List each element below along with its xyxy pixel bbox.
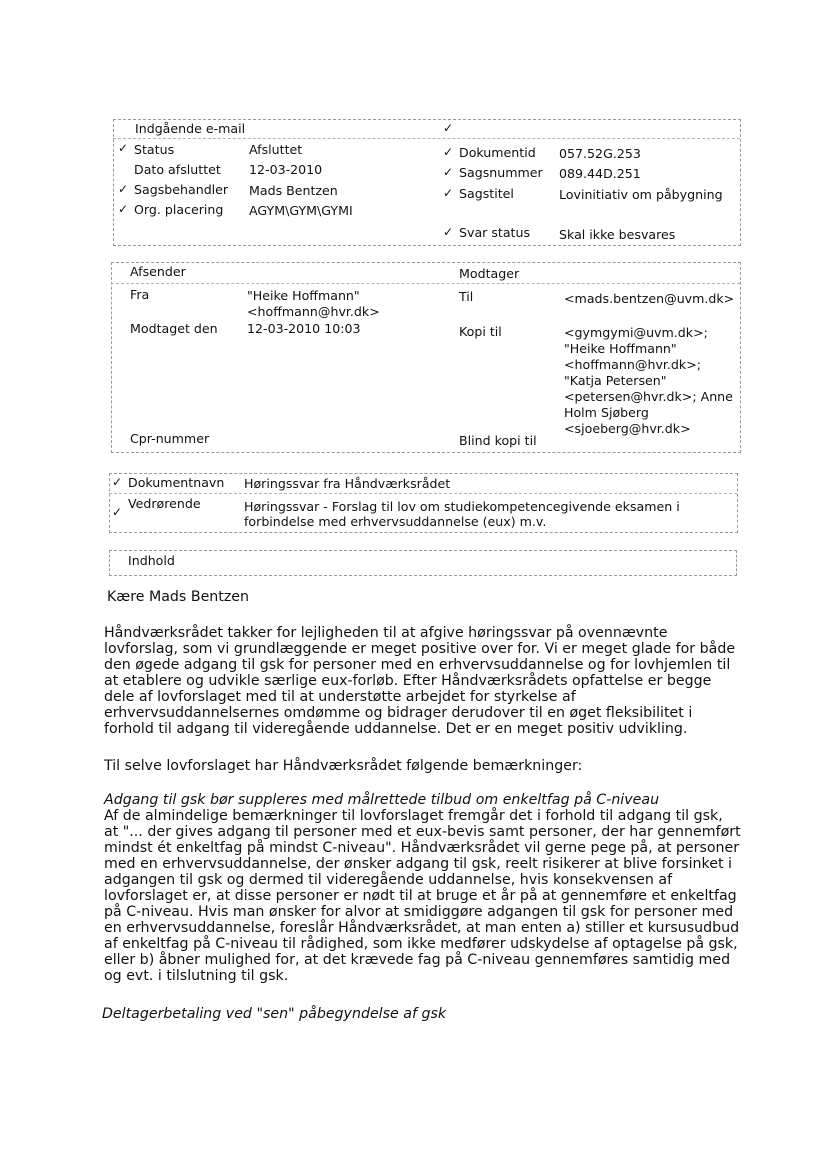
- paragraph-line: Håndværksrådet takker for lejligheden til at afgive høringssvar på ovennævnte: [104, 625, 668, 641]
- paragraph-line: dele af lovforslaget med til at understøtte arbejdet for styrkelse af: [104, 689, 576, 705]
- check-icon: ✓: [112, 475, 123, 489]
- document-id-label: Dokumentid: [459, 145, 536, 160]
- to-label: Til: [459, 289, 474, 304]
- check-icon: ✓: [118, 182, 129, 196]
- case-number-value: 089.44D.251: [559, 166, 641, 181]
- sender-title: Afsender: [130, 264, 186, 279]
- check-icon: ✓: [112, 505, 123, 519]
- cc-line: "Heike Hoffmann": [564, 341, 677, 356]
- cc-line: <gymgymi@uvm.dk>;: [564, 325, 708, 340]
- metadata-header-divider: [113, 138, 740, 139]
- check-icon: ✓: [118, 202, 129, 216]
- check-icon: ✓: [443, 225, 454, 239]
- content-box: [109, 550, 737, 576]
- status-label: Status: [134, 142, 175, 157]
- reply-status-value: Skal ikke besvares: [559, 227, 676, 242]
- cc-line: "Katja Petersen": [564, 373, 667, 388]
- paragraph-line: lovforslag, som vi grundlæggende er meget positive over for. Vi er meget glade for både: [104, 641, 736, 657]
- paragraph-line: og evt. i tilslutning til gsk.: [104, 968, 289, 984]
- paragraph-line: at etablere og udvikle særlige eux-forløb. Efter Håndværksrådets opfattelse er begge: [104, 673, 712, 689]
- cpr-label: Cpr-nummer: [130, 431, 210, 446]
- document-name-value: Høringssvar fra Håndværksrådet: [244, 476, 451, 491]
- parties-header-divider: [111, 283, 740, 284]
- section-heading: Deltagerbetaling ved "sen" påbegyndelse af gsk: [102, 1006, 447, 1022]
- org-placement-label: Org. placering: [134, 202, 224, 217]
- case-title-label: Sagstitel: [459, 186, 514, 201]
- receiver-title: Modtager: [459, 266, 520, 281]
- check-icon: ✓: [443, 145, 454, 159]
- paragraph-line: mindst ét enkeltfag på mindst C-niveau". Håndværksrådet vil gerne pege på, at personer: [104, 840, 740, 856]
- paragraph-line: på C-niveau. Hvis man ønsker for alvor at smidiggøre adgangen til gsk for personer med: [104, 904, 734, 920]
- received-value: 12-03-2010 10:03: [247, 321, 361, 336]
- paragraph-line: forhold til adgang til videregående uddannelse. Det er en meget positiv udvikling.: [104, 721, 688, 737]
- reply-status-label: Svar status: [459, 225, 531, 240]
- case-handler-label: Sagsbehandler: [134, 182, 229, 197]
- metadata-title: Indgående e-mail: [135, 121, 246, 136]
- section-heading: Adgang til gsk bør suppleres med målrettede tilbud om enkeltfag på C-niveau: [104, 792, 660, 808]
- date-closed-label: Dato afsluttet: [134, 162, 221, 177]
- paragraph-line: Af de almindelige bemærkninger til lovforslaget fremgår det i forhold til adgang til gsk,: [104, 808, 723, 824]
- paragraph-line: at "... der gives adgang til personer med et eux-bevis samt personer, der har gennemført: [104, 824, 741, 840]
- check-icon: ✓: [443, 121, 454, 135]
- document-name-label: Dokumentnavn: [128, 475, 225, 490]
- case-number-label: Sagsnummer: [459, 165, 543, 180]
- paragraph-line: adgangen til gsk og dermed til videregående uddannelse, hvis konsekvensen af: [104, 872, 673, 888]
- regarding-line: forbindelse med erhvervsuddannelse (eux) m.v.: [244, 514, 547, 529]
- paragraph-line: erhvervsuddannelsernes omdømme og bidrager derudover til en øget fleksibilitet i: [104, 705, 693, 721]
- paragraph-line: lovforslaget er, at disse personer er nødt til at bruge et år på at gennemføre et enkeltfag: [104, 888, 737, 904]
- check-icon: ✓: [118, 141, 129, 155]
- to-value: <mads.bentzen@uvm.dk>: [564, 291, 735, 306]
- paragraph-line: en erhvervsuddannelse, foreslår Håndværksrådet, at man enten a) stiller et kursusudbud: [104, 920, 740, 936]
- from-value-email: <hoffmann@hvr.dk>: [247, 304, 380, 319]
- cc-label: Kopi til: [459, 324, 502, 339]
- regarding-line: Høringssvar - Forslag til lov om studiekompetencegivende eksamen i: [244, 499, 680, 514]
- date-closed-value: 12-03-2010: [249, 162, 323, 177]
- regarding-label: Vedrørende: [128, 496, 201, 511]
- cc-line: <petersen@hvr.dk>; Anne: [564, 389, 733, 404]
- case-handler-value: Mads Bentzen: [249, 183, 338, 198]
- paragraph-line: eller b) åbner mulighed for, at det krævede fag på C-niveau gennemføres samtidig med: [104, 952, 731, 968]
- received-label: Modtaget den: [130, 321, 218, 336]
- org-placement-value: AGYM\GYM\GYMI: [249, 203, 353, 218]
- content-label: Indhold: [128, 553, 175, 568]
- greeting: Kære Mads Bentzen: [107, 589, 250, 605]
- status-value: Afsluttet: [249, 142, 303, 157]
- document-id-value: 057.52G.253: [559, 146, 641, 161]
- from-value-name: "Heike Hoffmann": [247, 288, 360, 303]
- cc-line: Holm Sjøberg: [564, 405, 649, 420]
- case-title-value: Lovinitiativ om påbygning: [559, 187, 723, 202]
- cc-line: <sjoeberg@hvr.dk>: [564, 421, 691, 436]
- paragraph-intro: Til selve lovforslaget har Håndværksrådet følgende bemærkninger:: [104, 758, 583, 774]
- bcc-label: Blind kopi til: [459, 433, 537, 448]
- document-box-divider: [109, 493, 737, 494]
- check-icon: ✓: [443, 165, 454, 179]
- paragraph-line: med en erhvervsuddannelse, der ønsker adgang til gsk, reelt risikerer at blive forsinket i: [104, 856, 732, 872]
- paragraph-line: af enkeltfag på C-niveau til rådighed, som ikke medfører udskydelse af optagelse på gsk,: [104, 936, 738, 952]
- from-label: Fra: [130, 287, 150, 302]
- check-icon: ✓: [443, 186, 454, 200]
- cc-line: <hoffmann@hvr.dk>;: [564, 357, 701, 372]
- paragraph-line: den øgede adgang til gsk for personer med en erhvervsuddannelse og for lovhjemlen til: [104, 657, 731, 673]
